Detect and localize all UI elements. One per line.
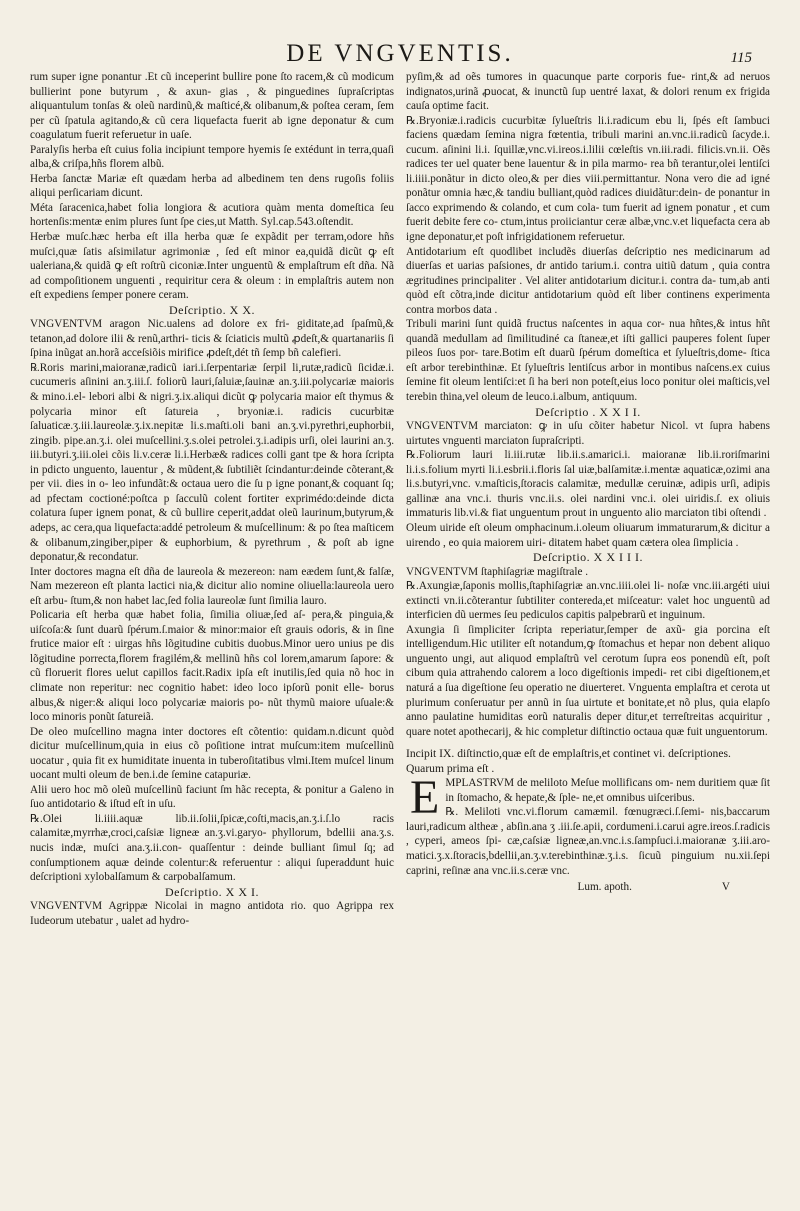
section-heading: Deſcriptio . X X I I. (535, 404, 641, 419)
paragraph: ℞.Olei li.iiii.aquæ lib.ii.ſolii,ſpicæ,coſti,macis,an.ʒ.i.ſ.lo racis calamitæ,myrrhæ,croci,caſsiæ ligneæ an.ʒ.vi.garyo- phyllorum, bdellii ana.ʒ.s. nucis indæ, muſci ana.ʒ.ii.con- quaſſentur : deinde bulliant ſimul ſq; ad conſumptionem aquæ deinde colentur:& referuentur : aliqui ſuperaddunt huic deſcriptioni xylobalſamum & carpobalſamum. (30, 812, 394, 884)
paragraph: Policaria eſt herba quæ habet folia, ſimilia oliuæ,ſed aſ- pera,& pinguia,& uiſcoſa:& ſunt duarũ ſpérum.ſ.maior & minor:maior eſt grauis odoris, & in ſine frutice maior eſt : uirgas hñs lõgitudine cubitis duobus.Minor uero unius pe dis lõgitudine porrecta,florem fragilém,& mellinũ hñs col lorem,amarum ſapore: & cũ floruerit flores uelut capillos facit.Radix ipſa eſt inutilis,ſed quia nõ hoc in climate non reperitur: nec cognitio habet: ideo loco ipſorũ ponit elle- borus albus,& niger:& aliqui loco polycariæ maioris po- nũt thymũ maiore uſuale:& loco minoris ponũt ſatureiã. (30, 609, 394, 724)
signature-mark: V (721, 881, 730, 894)
paragraph: ℞.Foliorum lauri li.iii.rutæ lib.ii.s.amarici.i. maioranæ lib.ii.roriſmarini li.i.s.folium myrti li.i.esbrii.i.floris ſal uiæ,balſamitæ.i.mentæ aquaticæ,ozimi ana li.s.butyri,vnc. v.maſticis,ſtoracis calamitæ, medullæ ceruinæ, adipis urſi, adipis gallinæ ana vnc.i. thuris vnc.ii.s. olei nardini vnc.i. olei uiridis.ſ. ex oliuis immaturis lib.vi.& fiat unguentum prout in unguento alio marciaton tibi oſtendi . (406, 449, 770, 520)
paragraph: De oleo muſcellino magna inter doctores eſt cõtentio: quidam.n.dicunt quòd dicitur muſcellinum,quia in eius cõ poſitione intrat muſcum:item muſcellinũ uocatur , quia fit ex humiditate inuenta in tuberoſitatibus vlmi.Item muſcel linum uocant multi oleum de ben.i.de ſemine catapuriæ. (30, 725, 394, 782)
paragraph: pyſim,& ad oẽs tumores in quacunque parte corporis fue- rint,& ad neruos indignatos,urinã ꝓuocat, & inunctũ ſup uentré laxat, & dolori renum ex frigida cauſa optime facit. (406, 71, 770, 113)
distinctio-title: Incipit IX. diſtinctio,quæ eſt de emplaſtris,et continet vi. deſcriptiones. Quarum prima eſt . (406, 747, 731, 775)
paragraph: ℞.Bryoniæ.i.radicis cucurbitæ ſylueſtris li.i.radicum ebu li, ſpés eſt ſambuci faciens quædam ſemina nigra fœtentia, tribuli marini an.vnc.ii.radicũ ſacyde.i. cucum. aſinini li.i. ſquillæ,vnc.vi.ireos.i.lilii cœleſtis vn.iii.radi. filicis.vn.ii. Oẽs radices ter uel quater bene lauentur & in pila marmo- rea bñ terantur,olei lentiſci li.iiii.ponãtur in dicto oleo,& per dies viii.permittantur. Nona vero die ad igné ponãtur omnia hæc,& tandiu bulliant,quòd radices diuidãtur:dein- de ponantur in ſacco exprimendo & colando, et cum cola- tum fuerit ad ignem ponatur , et cum fuerit debite fere co- ctum,intus proiiciantur ceræ albæ,vnc.v.et liquefacta cera ab igne deponatur,et poſt infrigidationem referuetur. (406, 114, 770, 244)
paragraph: VNGVENTVM Agrippæ Nicolai in magno antidota rio. quo Agrippa rex Iudeorum utebatur , ualet ad hydro- (30, 900, 394, 927)
right-column (406, 70, 770, 895)
paragraph: Herba ſanctæ Mariæ eſt quædam herba ad albedinem ten dens rugoſis foliis aliqui perſicariam dicunt. (30, 172, 394, 200)
paragraph: Herbæ muſc.hæc herba eſt illa herba quæ ſe expãdit per terram,odore hñs muſci,quæ ſatis aſsimilatur agrimoniæ , ſed eſt minor ea,quidã dicũt ꝙ eſt ualeriana,& quidã ꝙ eſt roſtrũ ciconiæ.Inter unguentũ & emplaſtrum eſt dña. Nã ad compoſitionem unguenti , requiritur cera & oleum : in emplaſtris autem non eſt expediens ſemper ponere ceram. (30, 231, 394, 302)
catchwords (406, 880, 770, 895)
section-heading: Deſcriptio. X X I. (165, 884, 259, 899)
dropcap-paragraph (406, 771, 770, 825)
paragraph: VNGVENTVM marciaton: ꝙ in uſu cõiter habetur Nicol. vt ſupra habens uirtutes vnguenti marciaton ſupraſcripti. (406, 420, 770, 447)
dropcap-initial: E (410, 771, 440, 825)
section-heading: Deſcriptio. X X I I I. (533, 550, 643, 565)
page-number: 115 (730, 50, 752, 66)
paragraph: Axungia ſi ſimpliciter ſcripta reperiatur,ſemper de axũ- gia porcina eſt intelligendum.Hic utiliter eſt notandum,ꝙ ſtomachus et hepar non debent aliquo unguento ungi, aut aliquod emplaſtrũ vel cerotum ſupra eos ponendũ eſt, poſt cibum quia attrahendo calorem a loco digeſtionis impedi- ret cibi digeſtionem,et naturá a ſua digeſtione ſeu operatio ne diuerteret. Vnguenta emplaſtra et cerota ut plurimum conſeruatur per annũ in ſua uirtute et bonitate,et nõ plus, quia elapſo anno paulatine humiditas eorũ naturalis deper ditur,et terreſtreitas acquiritur , quare notet apothecarij, & hic completur diſtinctio octaua quæ fuit unguentorum. (406, 623, 770, 738)
catchword: Lum. apoth. (577, 881, 632, 894)
paragraph: Antidotarium eſt quodlibet includẽs diuerſas deſcriptio nes medicinarum ad diuerſas et uarias paſsiones, dr antido tarium.i. contra uitiũ datum , quia contra ægritudines principaliter . Vel aliter antidotarium dicitur.i. contra da- tum,ab anti quòd eſt cõtra,inde dicitur antidotarium quòd eſt liber continens experimenta contra morbos data . (406, 245, 770, 316)
section-heading: Deſcriptio. X X. (169, 302, 255, 317)
paragraph: Oleum uiride eſt oleum omphacinum.i.oleum oliuarum immaturarum,& dicitur a uirendo , eo quia maiorem uiri- ditatem habet quam cætera olea ſimplicia . (406, 521, 770, 549)
paragraph: Alii uero hoc mõ oleũ muſcellinũ faciunt ſm hãc recepta, & ponitur a Galeno in ſuo antidotario & iſtud eſt in uſu. (30, 783, 394, 811)
paragraph: VNGVENTVM ſtaphiſagriæ magiſtrale . (406, 565, 589, 578)
paragraph: Inter doctores magna eſt dña de laureola & mezereon: nam eædem ſunt,& falſæ, Nam mezereon eſt planta lactici nia,& dicitur alio nomine oliuella:laureola uero eſt arbu- ſtum,& non habet lac,ſed folia laureolæ ſunt ſimilia lauro. (30, 565, 394, 607)
paragraph: ℞.Axungiæ,ſaponis mollis,ſtaphiſagriæ an.vnc.iiii.olei li- noſæ vnc.iii.argéti uiui extincti vn.ii.cõterantur ſubtiliter contereda,et miſceatur: valet hoc unguentũ ad interficien dũ uermes ſeu pediculos capitis palpebrarũ et inguinum. (406, 580, 770, 622)
paragraph: Paralyſis herba eſt cuius folia incipiunt tempore hyemis ſe extédunt in terra,quaſi alba,& criſpa,hñs florem albũ. (30, 143, 394, 171)
running-head: DE VNGVENTIS. (286, 40, 514, 67)
paragraph: Méta ſaracenica,habet folia longiora & acutiora quàm menta domeſtica ſeu hortenſis:mentæ enim plures ſunt ſpe cies,ut Matth. Syl.cap.543.oſtendit. (30, 201, 394, 229)
left-column (30, 70, 394, 928)
paragraph: ℞. Meliloti vnc.vi.florum camæmil. fœnugræci.ſ.ſemi- nis,baccarum lauri,radicum altheæ , abſin.ana ʒ .iii.ſe.apii, cordumeni.i.carui agre.ireos.ſ.radicis , cyperi, ameos ſpi- cæ,caſsiæ ligneæ,an.vnc.i.s.ſampſuci.i.maioranæ ʒ.iii.aro- matici.ʒ.x.ſtoracis,bdellii,an.ʒ.v.terebinthinæ.ʒ.i.s. ſicuũ pinguium nu.xii.ſepi caprini, reſinæ ana vnc.ii.s.ceræ vnc. (406, 806, 770, 877)
paragraph: VNGVENTVM aragon Nic.ualens ad dolore ex fri- giditate,ad ſpaſmũ,& tetanon,ad dolore ilii & renũ,arthri- ticis & ſciaticis multũ ꝓdeſt,& quartanariis ſi ſpina inũgat an.horã acceſsiõis mirifice ꝓdeſt,dét tñ ſemp bñ calefieri. (30, 318, 394, 360)
paragraph: ℞.Roris marini,maioranæ,radicũ iari.i.ſerpentariæ ſerpil li,rutæ,radicũ ſicidæ.i. cucumeris aſinini an.ʒ.iii.ſ. foliorũ lauri,ſaluiæ,ſauinæ an.ʒ.iii.polycariæ maioris & mino.i.el- lebori albi & nigri.ʒ.ix.aliqui dicũt ꝙ polycaria maior eſt thymus & polycaria minor eſt ſatureia , bryoniæ.i. radicis cucurbitæ ſaluaticæ.ʒ.iii.laureolæ.ʒ.ix.nepitæ li.s.maſti.oli bani an.ʒ.vi.pyrethri,euphorbii, zingib. pipe.an.ʒ.i. olei muſcellini.ʒ.s.olei petrolei.ʒ.i.adipis urſi, olei laurini an.ʒ. iii.butyri.ʒ.iii.olei cõis li.v.ceræ li.i.Herbæ& radices colli gant tpe & hora ſcripta in pdicto unguento, lauentur , & mũdent,& ſubtiliẽt ſcindantur:deinde cõterant,& per vii. dies in o- leo infundãt:& octaua uero die ſu p igne ponant,& coquant ſq; ad pfectam coctioné:poſtca p ſacculũ colent fortiter exprimédo:deinde dicta colatura ſuper ignem ponat, & cũ bullire ceperit,addat oleũ laurinum,butyrum,& adeps, ac cera,qua liquefacta:addé petroleum & muſcellinum: & po ſtea maſticem & olibanum,zingiber,piper & euphorbium, & pyrethrum , & poſt ab igne deponatur,& recondatur. (30, 361, 394, 564)
paragraph-text: MPLASTRVM de meliloto Meſue mollificans om- nem duritiem quæ ſit in ſtomacho, & hepate,& ſple- ne,et omnibus uiſceribus. (445, 777, 770, 804)
paragraph: rum super igne ponantur .Et cũ inceperint bullire pone ſto racem,& cũ modicum bullierint pone butyrum , & axun- gias , & pinguedines ſupraſcriptas aliquantulum tonſas & oleũ nardinũ,& maſticé,& olibanum,& poſtea ceram, ſem per cũ ſpatula agitando,& cũ cera liquefacta fuerit ab igne deponatur & cum coagulatum fuerit referuetur in uaſe. (30, 71, 394, 142)
paragraph: Tribuli marini ſunt quidã fructus naſcentes in aqua cor- nua hñtes,& intus hñt quandã medullam ad ſimilitudiné ca ſtaneæ,et iſti gallici pauperes folent ſuper pileos ſuos por- tare.Botim eſt duarũ ſpérum domeſtica et ſylueſtris,dome- ſtica eſt arbor terebinthinæ. Et ſylueſtris lentiſcus arbor in montibus naſcens.ex cuius ſemine fit oleum lentiſci:et ſi ha beri non poteſt,eius loco ponitur olei maſticis,vel terebin thina,vel oleum de leuco.i.album, antiquum. (406, 318, 770, 404)
